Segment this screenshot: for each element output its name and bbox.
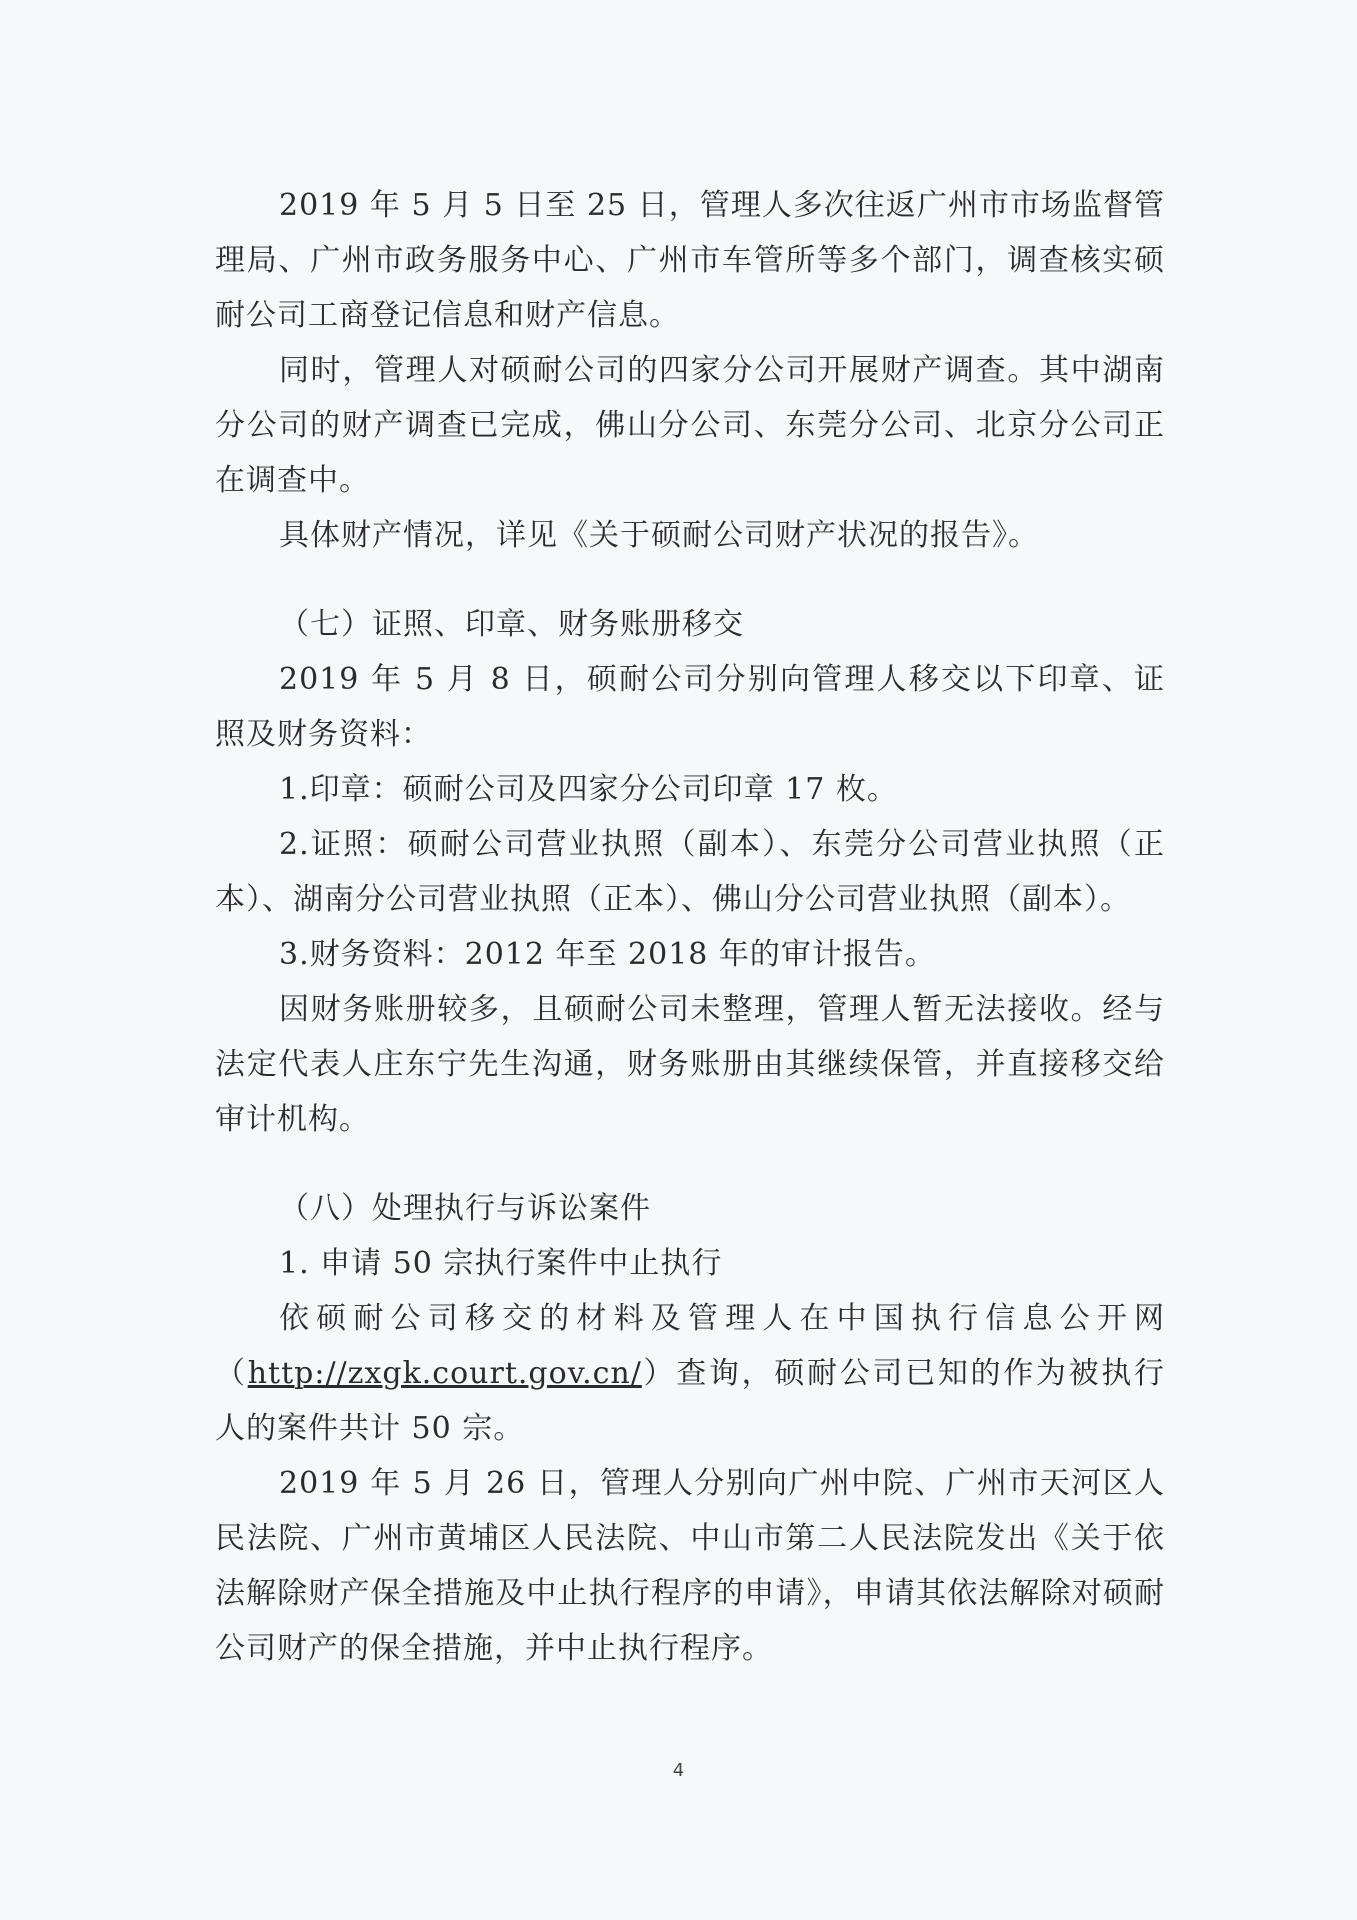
paragraph-handover-intro: 2019 年 5 月 8 日，硕耐公司分别向管理人移交以下印章、证照及财务资料： (215, 662, 1165, 752)
paragraph-execution-cases (215, 1291, 1165, 1456)
paragraph-branch-investigation: 同时，管理人对硕耐公司的四家分公司开展财产调查。其中湖南分公司的财产调查已完成，佛山分公司、东莞分公司、北京分公司正在调查中。 (215, 353, 1165, 498)
paragraph-financial-materials: 3.财务资料：2012 年至 2018 年的审计报告。 (279, 937, 936, 972)
paragraph-property-report: 具体财产情况，详见《关于硕耐公司财产状况的报告》。 (279, 518, 1039, 553)
document-body (215, 178, 1165, 1676)
paragraph-execution-cases-part-a: 依硕耐公司移交的材料及管理人在中国执行信息公开网（ (215, 1301, 1165, 1391)
page-number: 4 (672, 1760, 685, 1781)
sub-heading-8-1: 1. 申请 50 宗执行案件中止执行 (279, 1246, 723, 1281)
paragraph-licenses: 2.证照：硕耐公司营业执照（副本）、东莞分公司营业执照（正本）、湖南分公司营业执照（正本）、佛山分公司营业执照（副本）。 (215, 827, 1165, 917)
paragraph-accounting-books: 因财务账册较多，且硕耐公司未整理，管理人暂无法接收。经与法定代表人庄东宁先生沟通，财务账册由其继续保管，并直接移交给审计机构。 (215, 992, 1165, 1137)
section-heading-8: （八）处理执行与诉讼案件 (279, 1191, 651, 1226)
paragraph-seals: 1.印章：硕耐公司及四家分公司印章 17 枚。 (279, 772, 898, 807)
section-heading-7: （七）证照、印章、财务账册移交 (279, 607, 744, 642)
paragraph-court-applications: 2019 年 5 月 26 日，管理人分别向广州中院、广州市天河区人民法院、广州市黄埔区人民法院、中山市第二人民法院发出《关于依法解除财产保全措施及中止执行程序的申请》，申请其依法解除对硕耐公司财产的保全措施，并中止执行程序。 (215, 1466, 1165, 1666)
paragraph-investigation: 2019 年 5 月 5 日至 25 日，管理人多次往返广州市市场监督管理局、广州市政务服务中心、广州市车管所等多个部门，调查核实硕耐公司工商登记信息和财产信息。 (215, 188, 1165, 333)
paragraph-execution-cases-part-b: ）查询，硕耐公司已知的作为被执行人的案件共计 50 宗。 (215, 1356, 1166, 1446)
execution-info-link[interactable]: http://zxgk.court.gov.cn/ (247, 1356, 642, 1391)
